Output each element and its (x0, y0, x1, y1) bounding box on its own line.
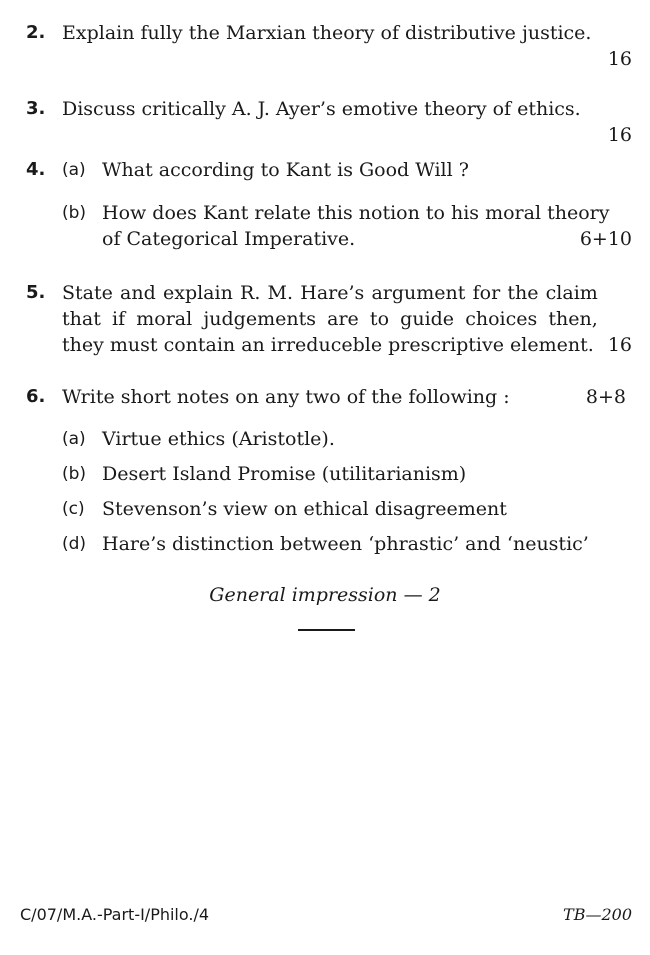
question-text: Explain fully the Marxian theory of distributive justice. (62, 22, 592, 44)
closing-rule (298, 629, 355, 631)
part-label: (b) (62, 464, 87, 484)
part-label: (a) (62, 160, 86, 180)
paper-code: C/07/M.A.-Part-I/Philo./4 (20, 905, 210, 924)
question-6 (26, 384, 632, 410)
question-6-part-c (62, 496, 632, 522)
question-number: 3. (26, 98, 46, 119)
question-6-part-b (62, 461, 632, 487)
part-label: (a) (62, 429, 86, 449)
question-text: Write short notes on any two of the following : (62, 386, 510, 408)
question-marks: 16 (607, 334, 632, 356)
question-3 (26, 96, 632, 148)
part-label: (d) (62, 534, 87, 554)
part-text: What according to Kant is Good Will ? (102, 159, 469, 181)
question-text: Discuss critically A. J. Ayer’s emotive theory of ethics. (62, 98, 581, 120)
part-text: Stevenson’s view on ethical disagreement (102, 498, 507, 520)
general-impression: General impression — 2 (209, 584, 441, 606)
question-number: 6. (26, 386, 46, 407)
part-text-line-2: of Categorical Imperative. (102, 228, 356, 250)
question-4-part-b (62, 200, 632, 252)
part-label: (c) (62, 499, 85, 519)
question-4-part-a (62, 157, 632, 183)
question-5 (26, 280, 632, 358)
question-6-part-a (62, 426, 632, 452)
part-text-line-1: How does Kant relate this notion to his moral theory (102, 202, 610, 224)
part-text: Hare’s distinction between ‘phrastic’ and ‘neustic’ (102, 533, 589, 555)
question-marks: 16 (607, 124, 632, 146)
copies-count: TB—200 (563, 905, 632, 924)
part-text: Virtue ethics (Aristotle). (102, 428, 335, 450)
question-marks: 16 (607, 48, 632, 70)
question-marks: 8+8 (585, 386, 626, 408)
question-marks: 6+10 (579, 228, 632, 250)
question-6-part-d (62, 531, 632, 557)
question-number: 2. (26, 22, 46, 43)
part-label: (b) (62, 203, 87, 223)
question-number: 5. (26, 282, 46, 303)
question-text: State and explain R. M. Hare’s argument for the claim that if moral judgements are to guide choices then, they must contain an irreduceble prescriptive element. (62, 282, 598, 356)
question-2 (26, 20, 632, 72)
question-number: 4. (26, 159, 46, 180)
part-text: Desert Island Promise (utilitarianism) (102, 463, 467, 485)
